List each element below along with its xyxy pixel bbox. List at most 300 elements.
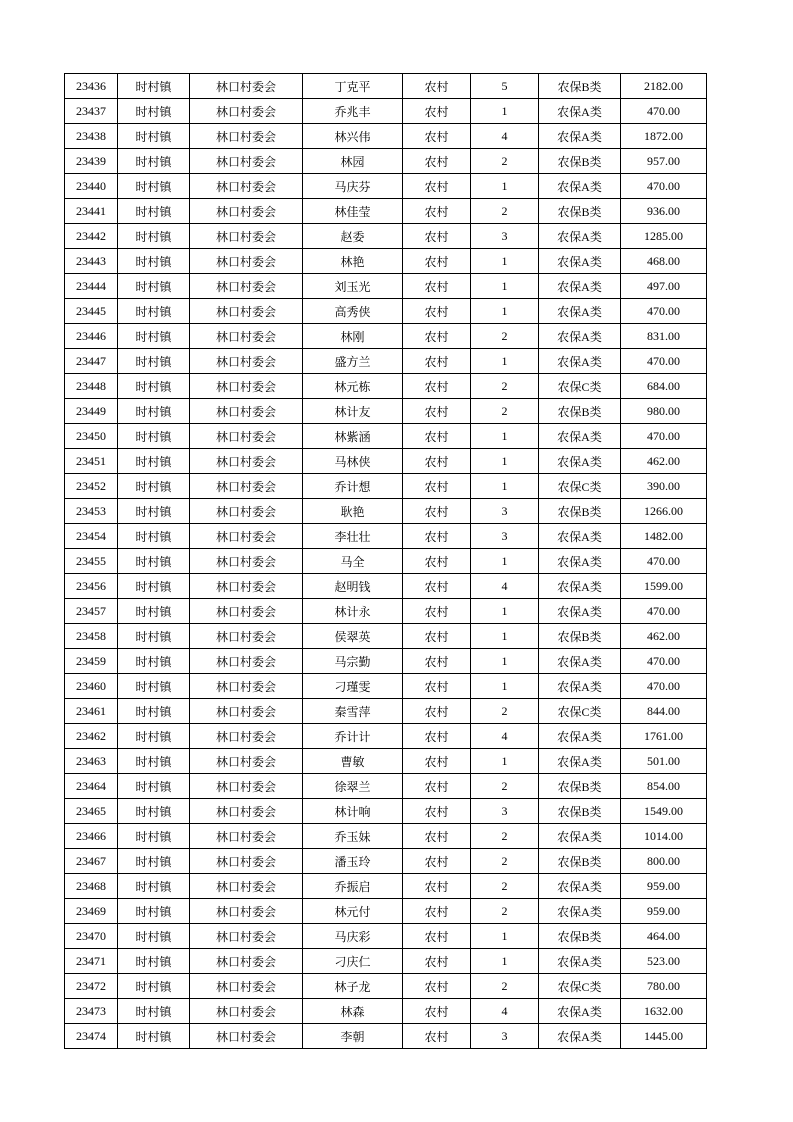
- cell-town: 时村镇: [118, 524, 190, 549]
- cell-category: 农保A类: [539, 724, 621, 749]
- cell-town: 时村镇: [118, 949, 190, 974]
- cell-village: 林口村委会: [190, 999, 303, 1024]
- cell-count: 1: [471, 674, 539, 699]
- cell-name: 耿艳: [303, 499, 403, 524]
- cell-id: 23436: [65, 74, 118, 99]
- cell-village: 林口村委会: [190, 549, 303, 574]
- cell-village: 林口村委会: [190, 349, 303, 374]
- cell-count: 1: [471, 274, 539, 299]
- cell-type: 农村: [403, 499, 471, 524]
- cell-type: 农村: [403, 699, 471, 724]
- cell-town: 时村镇: [118, 374, 190, 399]
- cell-name: 刁瑾雯: [303, 674, 403, 699]
- cell-category: 农保A类: [539, 524, 621, 549]
- cell-count: 1: [471, 624, 539, 649]
- table-body: [65, 74, 707, 1049]
- cell-type: 农村: [403, 524, 471, 549]
- cell-name: 盛方兰: [303, 349, 403, 374]
- cell-amount: 470.00: [621, 424, 707, 449]
- cell-count: 1: [471, 299, 539, 324]
- cell-village: 林口村委会: [190, 874, 303, 899]
- cell-id: 23468: [65, 874, 118, 899]
- cell-village: 林口村委会: [190, 924, 303, 949]
- cell-id: 23471: [65, 949, 118, 974]
- cell-id: 23448: [65, 374, 118, 399]
- cell-count: 2: [471, 324, 539, 349]
- cell-amount: 1761.00: [621, 724, 707, 749]
- cell-id: 23451: [65, 449, 118, 474]
- cell-category: 农保A类: [539, 224, 621, 249]
- table-row: [65, 699, 707, 724]
- cell-amount: 470.00: [621, 649, 707, 674]
- cell-id: 23444: [65, 274, 118, 299]
- cell-count: 2: [471, 824, 539, 849]
- cell-id: 23456: [65, 574, 118, 599]
- cell-name: 马庆芬: [303, 174, 403, 199]
- cell-name: 乔计想: [303, 474, 403, 499]
- cell-amount: 1872.00: [621, 124, 707, 149]
- cell-id: 23437: [65, 99, 118, 124]
- cell-id: 23447: [65, 349, 118, 374]
- cell-amount: 501.00: [621, 749, 707, 774]
- cell-id: 23439: [65, 149, 118, 174]
- cell-count: 2: [471, 899, 539, 924]
- cell-amount: 462.00: [621, 624, 707, 649]
- cell-category: 农保B类: [539, 74, 621, 99]
- cell-amount: 854.00: [621, 774, 707, 799]
- cell-id: 23464: [65, 774, 118, 799]
- table-row: [65, 649, 707, 674]
- cell-name: 林元栋: [303, 374, 403, 399]
- cell-id: 23457: [65, 599, 118, 624]
- cell-category: 农保A类: [539, 274, 621, 299]
- table-row: [65, 999, 707, 1024]
- benefits-table: [64, 73, 707, 1049]
- cell-count: 3: [471, 224, 539, 249]
- cell-town: 时村镇: [118, 624, 190, 649]
- cell-village: 林口村委会: [190, 449, 303, 474]
- table-row: [65, 249, 707, 274]
- cell-type: 农村: [403, 449, 471, 474]
- cell-id: 23458: [65, 624, 118, 649]
- cell-category: 农保A类: [539, 874, 621, 899]
- cell-count: 1: [471, 249, 539, 274]
- cell-amount: 470.00: [621, 674, 707, 699]
- cell-count: 4: [471, 999, 539, 1024]
- cell-amount: 470.00: [621, 349, 707, 374]
- table-row: [65, 324, 707, 349]
- cell-name: 曹敏: [303, 749, 403, 774]
- cell-amount: 800.00: [621, 849, 707, 874]
- table-row: [65, 299, 707, 324]
- cell-count: 2: [471, 774, 539, 799]
- cell-category: 农保A类: [539, 899, 621, 924]
- cell-town: 时村镇: [118, 424, 190, 449]
- cell-amount: 1285.00: [621, 224, 707, 249]
- table-row: [65, 399, 707, 424]
- cell-name: 徐翠兰: [303, 774, 403, 799]
- cell-village: 林口村委会: [190, 574, 303, 599]
- table-row: [65, 874, 707, 899]
- cell-name: 乔振启: [303, 874, 403, 899]
- cell-category: 农保B类: [539, 149, 621, 174]
- cell-town: 时村镇: [118, 674, 190, 699]
- cell-town: 时村镇: [118, 774, 190, 799]
- cell-id: 23462: [65, 724, 118, 749]
- cell-category: 农保C类: [539, 474, 621, 499]
- cell-type: 农村: [403, 349, 471, 374]
- cell-type: 农村: [403, 724, 471, 749]
- table-row: [65, 349, 707, 374]
- cell-name: 林森: [303, 999, 403, 1024]
- cell-town: 时村镇: [118, 549, 190, 574]
- cell-name: 乔计计: [303, 724, 403, 749]
- cell-id: 23441: [65, 199, 118, 224]
- cell-town: 时村镇: [118, 724, 190, 749]
- cell-category: 农保A类: [539, 324, 621, 349]
- cell-town: 时村镇: [118, 1024, 190, 1049]
- cell-id: 23455: [65, 549, 118, 574]
- cell-town: 时村镇: [118, 499, 190, 524]
- cell-village: 林口村委会: [190, 474, 303, 499]
- cell-village: 林口村委会: [190, 899, 303, 924]
- table-row: [65, 924, 707, 949]
- cell-amount: 470.00: [621, 299, 707, 324]
- cell-id: 23438: [65, 124, 118, 149]
- cell-town: 时村镇: [118, 74, 190, 99]
- cell-count: 2: [471, 874, 539, 899]
- cell-category: 农保A类: [539, 749, 621, 774]
- table-row: [65, 424, 707, 449]
- cell-id: 23453: [65, 499, 118, 524]
- cell-category: 农保A类: [539, 249, 621, 274]
- cell-id: 23465: [65, 799, 118, 824]
- cell-id: 23460: [65, 674, 118, 699]
- cell-village: 林口村委会: [190, 424, 303, 449]
- cell-category: 农保A类: [539, 649, 621, 674]
- table-row: [65, 724, 707, 749]
- cell-type: 农村: [403, 124, 471, 149]
- cell-village: 林口村委会: [190, 249, 303, 274]
- cell-category: 农保A类: [539, 949, 621, 974]
- table-row: [65, 799, 707, 824]
- cell-id: 23452: [65, 474, 118, 499]
- cell-type: 农村: [403, 599, 471, 624]
- cell-count: 1: [471, 649, 539, 674]
- cell-village: 林口村委会: [190, 799, 303, 824]
- cell-amount: 980.00: [621, 399, 707, 424]
- cell-type: 农村: [403, 174, 471, 199]
- cell-category: 农保A类: [539, 1024, 621, 1049]
- cell-count: 2: [471, 849, 539, 874]
- cell-count: 1: [471, 549, 539, 574]
- cell-count: 1: [471, 174, 539, 199]
- cell-town: 时村镇: [118, 924, 190, 949]
- cell-amount: 470.00: [621, 599, 707, 624]
- cell-count: 3: [471, 1024, 539, 1049]
- cell-count: 1: [471, 474, 539, 499]
- cell-category: 农保A类: [539, 574, 621, 599]
- table-row: [65, 624, 707, 649]
- cell-type: 农村: [403, 624, 471, 649]
- table-row: [65, 749, 707, 774]
- cell-id: 23461: [65, 699, 118, 724]
- cell-amount: 959.00: [621, 899, 707, 924]
- cell-category: 农保A类: [539, 349, 621, 374]
- cell-type: 农村: [403, 824, 471, 849]
- cell-category: 农保B类: [539, 399, 621, 424]
- cell-category: 农保C类: [539, 374, 621, 399]
- cell-amount: 684.00: [621, 374, 707, 399]
- cell-type: 农村: [403, 849, 471, 874]
- cell-amount: 468.00: [621, 249, 707, 274]
- cell-village: 林口村委会: [190, 149, 303, 174]
- cell-amount: 780.00: [621, 974, 707, 999]
- cell-category: 农保A类: [539, 999, 621, 1024]
- table-row: [65, 374, 707, 399]
- cell-name: 林计永: [303, 599, 403, 624]
- cell-name: 高秀侠: [303, 299, 403, 324]
- cell-type: 农村: [403, 974, 471, 999]
- cell-village: 林口村委会: [190, 99, 303, 124]
- cell-count: 1: [471, 349, 539, 374]
- cell-type: 农村: [403, 424, 471, 449]
- table-row: [65, 99, 707, 124]
- cell-town: 时村镇: [118, 199, 190, 224]
- cell-count: 2: [471, 374, 539, 399]
- cell-town: 时村镇: [118, 99, 190, 124]
- cell-id: 23463: [65, 749, 118, 774]
- cell-count: 3: [471, 524, 539, 549]
- cell-count: 2: [471, 149, 539, 174]
- cell-category: 农保A类: [539, 174, 621, 199]
- cell-amount: 523.00: [621, 949, 707, 974]
- cell-id: 23470: [65, 924, 118, 949]
- cell-count: 2: [471, 399, 539, 424]
- cell-town: 时村镇: [118, 849, 190, 874]
- cell-amount: 470.00: [621, 99, 707, 124]
- cell-category: 农保B类: [539, 799, 621, 824]
- cell-village: 林口村委会: [190, 749, 303, 774]
- cell-type: 农村: [403, 74, 471, 99]
- cell-amount: 464.00: [621, 924, 707, 949]
- cell-type: 农村: [403, 999, 471, 1024]
- cell-count: 2: [471, 199, 539, 224]
- cell-amount: 959.00: [621, 874, 707, 899]
- cell-village: 林口村委会: [190, 599, 303, 624]
- cell-town: 时村镇: [118, 299, 190, 324]
- cell-name: 丁克平: [303, 74, 403, 99]
- table-row: [65, 974, 707, 999]
- cell-town: 时村镇: [118, 224, 190, 249]
- cell-id: 23472: [65, 974, 118, 999]
- cell-id: 23473: [65, 999, 118, 1024]
- cell-category: 农保C类: [539, 974, 621, 999]
- cell-category: 农保B类: [539, 849, 621, 874]
- cell-name: 林佳莹: [303, 199, 403, 224]
- cell-amount: 957.00: [621, 149, 707, 174]
- cell-id: 23450: [65, 424, 118, 449]
- cell-id: 23466: [65, 824, 118, 849]
- cell-category: 农保B类: [539, 624, 621, 649]
- cell-category: 农保A类: [539, 299, 621, 324]
- cell-amount: 390.00: [621, 474, 707, 499]
- cell-village: 林口村委会: [190, 699, 303, 724]
- cell-town: 时村镇: [118, 824, 190, 849]
- cell-town: 时村镇: [118, 124, 190, 149]
- cell-town: 时村镇: [118, 399, 190, 424]
- cell-count: 4: [471, 724, 539, 749]
- cell-name: 赵委: [303, 224, 403, 249]
- cell-village: 林口村委会: [190, 674, 303, 699]
- cell-village: 林口村委会: [190, 949, 303, 974]
- cell-category: 农保A类: [539, 424, 621, 449]
- cell-category: 农保B类: [539, 924, 621, 949]
- cell-type: 农村: [403, 274, 471, 299]
- cell-id: 23445: [65, 299, 118, 324]
- cell-type: 农村: [403, 249, 471, 274]
- cell-count: 3: [471, 499, 539, 524]
- cell-name: 李朝: [303, 1024, 403, 1049]
- table-row: [65, 674, 707, 699]
- cell-name: 李壮壮: [303, 524, 403, 549]
- cell-id: 23446: [65, 324, 118, 349]
- cell-category: 农保B类: [539, 499, 621, 524]
- cell-village: 林口村委会: [190, 299, 303, 324]
- cell-category: 农保B类: [539, 774, 621, 799]
- cell-type: 农村: [403, 324, 471, 349]
- cell-town: 时村镇: [118, 249, 190, 274]
- cell-type: 农村: [403, 749, 471, 774]
- cell-amount: 497.00: [621, 274, 707, 299]
- cell-town: 时村镇: [118, 974, 190, 999]
- cell-village: 林口村委会: [190, 224, 303, 249]
- cell-category: 农保A类: [539, 124, 621, 149]
- cell-id: 23469: [65, 899, 118, 924]
- cell-amount: 1445.00: [621, 1024, 707, 1049]
- cell-name: 刘玉光: [303, 274, 403, 299]
- cell-amount: 844.00: [621, 699, 707, 724]
- cell-name: 林紫涵: [303, 424, 403, 449]
- cell-type: 农村: [403, 574, 471, 599]
- table-row: [65, 149, 707, 174]
- cell-category: 农保A类: [539, 599, 621, 624]
- cell-id: 23442: [65, 224, 118, 249]
- cell-amount: 1549.00: [621, 799, 707, 824]
- cell-type: 农村: [403, 924, 471, 949]
- cell-town: 时村镇: [118, 999, 190, 1024]
- cell-amount: 936.00: [621, 199, 707, 224]
- table-row: [65, 174, 707, 199]
- cell-village: 林口村委会: [190, 824, 303, 849]
- cell-type: 农村: [403, 899, 471, 924]
- cell-village: 林口村委会: [190, 324, 303, 349]
- cell-count: 1: [471, 749, 539, 774]
- cell-amount: 470.00: [621, 174, 707, 199]
- cell-type: 农村: [403, 224, 471, 249]
- cell-name: 乔玉妹: [303, 824, 403, 849]
- cell-village: 林口村委会: [190, 199, 303, 224]
- cell-name: 林子龙: [303, 974, 403, 999]
- cell-name: 林计友: [303, 399, 403, 424]
- cell-id: 23459: [65, 649, 118, 674]
- cell-id: 23474: [65, 1024, 118, 1049]
- cell-category: 农保A类: [539, 824, 621, 849]
- cell-count: 2: [471, 699, 539, 724]
- cell-type: 农村: [403, 649, 471, 674]
- table-row: [65, 824, 707, 849]
- cell-id: 23443: [65, 249, 118, 274]
- cell-village: 林口村委会: [190, 624, 303, 649]
- cell-amount: 470.00: [621, 549, 707, 574]
- cell-category: 农保C类: [539, 699, 621, 724]
- cell-village: 林口村委会: [190, 774, 303, 799]
- cell-amount: 462.00: [621, 449, 707, 474]
- cell-name: 赵明钱: [303, 574, 403, 599]
- cell-type: 农村: [403, 774, 471, 799]
- table-row: [65, 474, 707, 499]
- cell-village: 林口村委会: [190, 1024, 303, 1049]
- cell-name: 马庆彩: [303, 924, 403, 949]
- cell-village: 林口村委会: [190, 499, 303, 524]
- cell-name: 秦雪萍: [303, 699, 403, 724]
- table-row: [65, 849, 707, 874]
- cell-name: 林兴伟: [303, 124, 403, 149]
- table-row: [65, 599, 707, 624]
- cell-town: 时村镇: [118, 574, 190, 599]
- cell-id: 23454: [65, 524, 118, 549]
- cell-name: 马宗勤: [303, 649, 403, 674]
- table-row: [65, 524, 707, 549]
- cell-count: 1: [471, 924, 539, 949]
- cell-town: 时村镇: [118, 474, 190, 499]
- table-row: [65, 224, 707, 249]
- table-row: [65, 774, 707, 799]
- cell-type: 农村: [403, 674, 471, 699]
- table-row: [65, 499, 707, 524]
- cell-name: 林刚: [303, 324, 403, 349]
- cell-count: 1: [471, 424, 539, 449]
- cell-village: 林口村委会: [190, 74, 303, 99]
- cell-village: 林口村委会: [190, 649, 303, 674]
- cell-town: 时村镇: [118, 274, 190, 299]
- cell-category: 农保A类: [539, 99, 621, 124]
- cell-village: 林口村委会: [190, 724, 303, 749]
- cell-town: 时村镇: [118, 599, 190, 624]
- table-row: [65, 1024, 707, 1049]
- cell-town: 时村镇: [118, 149, 190, 174]
- cell-count: 4: [471, 574, 539, 599]
- cell-village: 林口村委会: [190, 374, 303, 399]
- cell-town: 时村镇: [118, 174, 190, 199]
- cell-town: 时村镇: [118, 449, 190, 474]
- cell-village: 林口村委会: [190, 849, 303, 874]
- cell-name: 侯翠英: [303, 624, 403, 649]
- cell-id: 23449: [65, 399, 118, 424]
- cell-amount: 1599.00: [621, 574, 707, 599]
- cell-id: 23440: [65, 174, 118, 199]
- cell-name: 林元付: [303, 899, 403, 924]
- cell-category: 农保A类: [539, 674, 621, 699]
- cell-name: 马全: [303, 549, 403, 574]
- cell-count: 5: [471, 74, 539, 99]
- cell-amount: 1632.00: [621, 999, 707, 1024]
- cell-count: 1: [471, 599, 539, 624]
- cell-village: 林口村委会: [190, 974, 303, 999]
- table-row: [65, 549, 707, 574]
- table-row: [65, 124, 707, 149]
- cell-type: 农村: [403, 99, 471, 124]
